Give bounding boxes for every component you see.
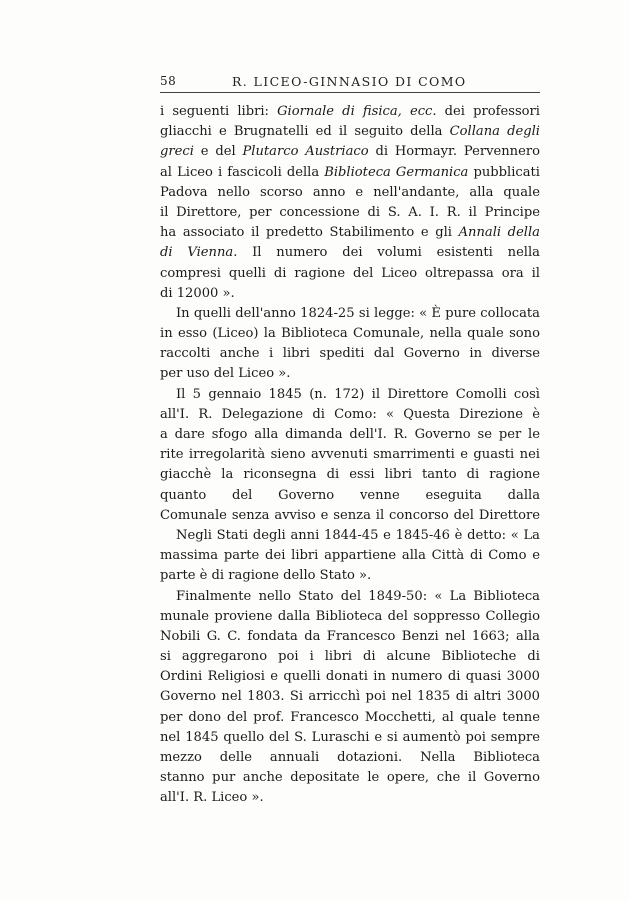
page-header	[160, 72, 540, 92]
text-segment: gliacchi e Brugnatelli ed il seguito della	[160, 124, 450, 140]
text-line	[160, 344, 540, 364]
text-line	[160, 465, 540, 485]
text-line	[160, 243, 540, 263]
text-line	[160, 506, 540, 526]
text-line	[160, 364, 540, 384]
text-segment: i seguenti libri:	[160, 104, 278, 119]
text-segment: dei professori	[444, 104, 540, 119]
text-segment: al Liceo i fascicoli della	[160, 164, 325, 180]
text-line	[160, 385, 540, 405]
page-number: 58	[160, 74, 177, 88]
text-line	[160, 647, 540, 667]
text-line	[160, 324, 540, 344]
text-line	[160, 667, 540, 687]
text-segment: di Hormayr. Pervennero	[375, 144, 540, 160]
text-segment: Ordini Religiosi e quelli donati in numero di quasi 3000	[160, 669, 540, 685]
text-segment: Finalmente nello Stato del 1849-50: « La Biblioteca	[176, 588, 540, 604]
text-segment: stanno pur anche depositate le opere, che il Governo	[160, 770, 540, 786]
text-segment: nel 1845 quello del S. Luraschi e si aumentò poi sempre	[160, 729, 540, 745]
italic-title: greci	[160, 144, 194, 160]
text-line	[160, 708, 540, 728]
text-segment: parte è di ragione dello Stato ».	[160, 568, 372, 584]
text-segment: raccolti anche i libri spediti dal Governo in diverse	[160, 346, 540, 362]
italic-title: Biblioteca Germanica	[324, 164, 469, 180]
body-text	[160, 102, 540, 809]
text-segment: massima parte dei libri appartiene alla Città di Como e	[160, 548, 540, 564]
text-segment: a dare sfogo alla dimanda dell'I. R. Governo se per le	[160, 427, 540, 442]
text-line	[160, 486, 540, 506]
text-line	[160, 566, 540, 586]
text-line	[160, 728, 540, 748]
text-line	[160, 122, 540, 142]
text-segment: In quelli dell'anno 1824-25 si legge: « È pure collocata	[176, 305, 540, 321]
text-segment: pubblicati	[473, 164, 540, 180]
text-segment: all'I. R. Delegazione di Como: « Questa Direzione è	[160, 406, 540, 422]
italic-title: Collana degli	[449, 124, 540, 140]
text-line	[160, 102, 540, 122]
text-line	[160, 788, 540, 808]
text-line	[160, 748, 540, 768]
text-segment: compresi quelli di ragione del Liceo oltrepassa ora il	[160, 265, 540, 281]
text-segment: Comunale senza avviso e senza il concorso del Direttore	[160, 507, 540, 523]
text-line	[160, 183, 540, 203]
text-segment: si aggregarono poi i libri di alcune Biblioteche di	[160, 649, 540, 665]
text-line	[160, 627, 540, 647]
italic-title: Plutarco Austriaco	[242, 144, 369, 160]
text-segment: giacchè la riconsegna di essi libri tanto di ragione	[160, 467, 540, 483]
text-line	[160, 142, 540, 162]
text-segment: munale proviene dalla Biblioteca del soppresso Collegio	[160, 608, 540, 624]
header-rule	[160, 92, 540, 93]
italic-title: Giornale di fisica, ecc.	[277, 104, 437, 119]
text-segment: . Il numero dei volumi esistenti nella	[233, 245, 540, 261]
running-head: R. LICEO-GINNASIO DI COMO	[232, 74, 467, 89]
text-line	[160, 425, 540, 445]
text-line	[160, 223, 540, 243]
text-line	[160, 526, 540, 546]
text-segment: mezzo delle annuali dotazioni. Nella Biblioteca	[160, 750, 540, 765]
text-segment: quanto del Governo venne eseguita dalla	[160, 487, 540, 503]
text-line	[160, 607, 540, 627]
text-line	[160, 304, 540, 324]
text-line	[160, 687, 540, 707]
text-segment: all'I. R. Liceo ».	[160, 790, 264, 806]
text-line	[160, 546, 540, 566]
text-segment: e del	[193, 144, 243, 160]
text-segment: Il 5 gennaio 1845 (n. 172) il Direttore Comolli così	[176, 386, 540, 402]
text-segment: Padova nello scorso anno e nell'andante, alla quale	[160, 184, 540, 200]
text-line	[160, 587, 540, 607]
italic-title: Annali della	[458, 225, 540, 241]
text-segment: Nobili G. C. fondata da Francesco Benzi nel 1663; alla	[160, 628, 540, 644]
italic-title: di Vienna	[160, 245, 234, 261]
text-segment: per dono del prof. Francesco Mocchetti, al quale tenne	[160, 709, 540, 725]
text-line	[160, 768, 540, 788]
text-segment: di 12000 ».	[160, 285, 235, 301]
text-segment: in esso (Liceo) la Biblioteca Comunale, nella quale sono	[160, 326, 540, 342]
text-line	[160, 203, 540, 223]
text-line	[160, 264, 540, 284]
text-segment: Governo nel 1803. Si arricchì poi nel 1835 di altri 3000	[160, 689, 540, 705]
text-line	[160, 405, 540, 425]
text-line	[160, 445, 540, 465]
text-segment: il Direttore, per concessione di S. A. I. R. il Principe	[160, 204, 540, 220]
text-segment: ha associato il predetto Stabilimento e gli	[160, 225, 459, 241]
text-segment: Negli Stati degli anni 1844-45 e 1845-46 è detto: « La	[176, 527, 540, 543]
text-segment: per uso del Liceo ».	[160, 366, 291, 382]
text-segment: rite irregolarità sieno avvenuti smarrimenti e guasti nei	[160, 447, 540, 463]
text-line	[160, 163, 540, 183]
text-line	[160, 284, 540, 304]
